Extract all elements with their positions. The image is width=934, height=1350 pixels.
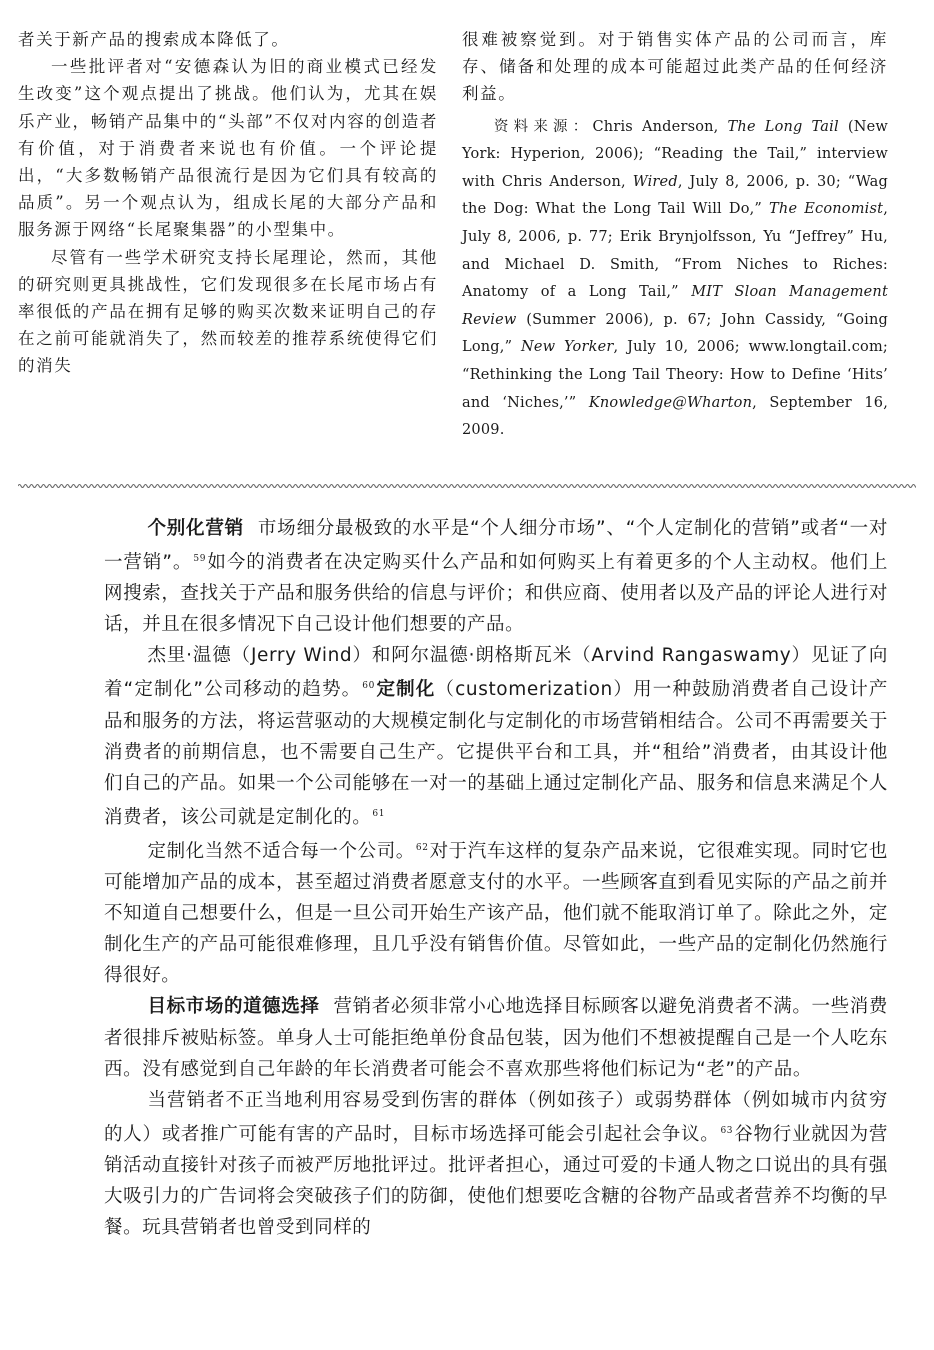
text: 杰里·温德（Jerry Wind）和阿尔温德·朗格斯瓦米（Arvind Rangaswamy）见证了向着“定制化”公司移动的趋势。 xyxy=(104,645,888,701)
paragraph xyxy=(104,640,888,833)
source-text: , July 8, 2006, p. 30; “Wag the Dog: What the Long Tail Will Do,” xyxy=(462,173,888,218)
text: 营销者必须非常小心地选择目标顾客以避免消费者不满。一些消费者很排斥被贴标签。单身人士可能拒绝单份食品包装，因为他们不想被提醒自己是一个人吃东西。没有感觉到自己年龄的年长消费者可能会不喜欢那些将他们标记为“老”的产品。 xyxy=(104,996,888,1080)
boxed-column-right xyxy=(462,26,888,445)
source-text: , September 16, 2009. xyxy=(462,394,889,439)
source-title: The Economist xyxy=(769,201,884,218)
paragraph xyxy=(104,513,888,640)
paragraph xyxy=(104,833,888,991)
source-title: Knowledge@Wharton xyxy=(588,394,753,411)
text: 当营销者不正当地利用容易受到伤害的群体（例如孩子）或弱势群体（例如城市内贫穷的人）或者推广可能有害的产品时，目标市场选择可能会引起社会争议。 xyxy=(104,1089,888,1145)
footnote-ref: 61 xyxy=(372,808,386,819)
source-title: New Yorker xyxy=(520,339,614,356)
source-text: (New York: Hyperion, 2006); “Reading the Tail,” interview with Chris Anderson, xyxy=(462,118,888,190)
source-text: , July 8, 2006, p. 77; Erik Brynjolfsson, Yu “Jeffrey” Hu, and Michael D. Smith, “From Niches to Riches: Anatomy of a Long Tail,” xyxy=(462,201,888,301)
text: 市场细分最极致的水平是“个人细分市场”、“个人定制化的营销”或者“一对一营销”。 xyxy=(104,518,888,574)
section-heading: 个别化营销 xyxy=(147,518,244,539)
boxed-column-left xyxy=(18,26,438,380)
footnote-ref: 63 xyxy=(720,1125,734,1136)
sources-note xyxy=(462,114,888,445)
paragraph: 者关于新产品的搜索成本降低了。 xyxy=(18,30,290,49)
source-title: MIT Sloan Management Review xyxy=(462,284,888,328)
source-title: The Long Tail xyxy=(727,118,839,135)
source-text: , July 10, 2006; www.longtail.com; “Rethinking the Long Tail Theory: How to Define ‘Hits’ and ‘Niches,’” xyxy=(462,339,889,411)
footnote-ref: 60 xyxy=(362,681,375,692)
wavy-divider xyxy=(18,482,916,490)
paragraph: 尽管有一些学术研究支持长尾理论，然而，其他的研究则更具挑战性，它们发现很多在长尾市场占有率很低的产品在拥有足够的购买次数来证明自己的存在之前可能就消失了，然而较差的推荐系统使得它们的消失 xyxy=(18,247,438,376)
source-text: Chris Anderson, xyxy=(592,118,719,135)
text: 如今的消费者在决定购买什么产品和如何购买上有着更多的个人主动权。他们上网搜索，查找关于产品和服务供给的信息与评价；和供应商、使用者以及产品的评论人进行对话，并且在很多情况下自己设计他们想要的产品。 xyxy=(104,552,888,636)
text: 谷物行业就因为营销活动直接针对孩子而被严厉地批评过。批评者担心，通过可爱的卡通人物之口说出的具有强大吸引力的广告词将会突破孩子们的防御，使他们想要吃含糖的谷物产品或者营养不均衡的早餐。玩具营销者也曾受到同样的 xyxy=(104,1123,888,1239)
paragraph: 很难被察觉到。对于销售实体产品的公司而言，库存、储备和处理的成本可能超过此类产品的任何经济利益。 xyxy=(462,30,888,104)
footnote-ref: 59 xyxy=(193,554,207,565)
text: 定制化当然不适合每一个公司。 xyxy=(147,840,415,862)
footnote-ref: 62 xyxy=(415,842,429,853)
source-title: Wired xyxy=(632,173,678,190)
text: 对于汽车这样的复杂产品来说，它很难实现。同时它也可能增加产品的成本，甚至超过消费者愿意支付的水平。一些顾客直到看见实际的产品之前并不知道自己想要什么，但是一旦公司开始生产该产品，他们就不能取消订单了。除此之外，定制化生产的产品可能很难修理，且几乎没有销售价值。尽管如此，一些产品的定制化仍然施行得很好。 xyxy=(104,840,889,987)
paragraph xyxy=(104,991,888,1084)
sources-label: 资料来源： xyxy=(493,118,593,135)
section-heading: 目标市场的道德选择 xyxy=(147,996,320,1018)
text: （customerization）用一种鼓励消费者自己设计产品和服务的方法，将运营驱动的大规模定制化与定制化的市场营销相结合。公司不再需要关于消费者的前期信息，也不需要自己生产。它提供平台和工具，并“租给”消费者，由其设计他们自己的产品。如果一个公司能够在一对一的基础上通过定制化产品、服务和信息来满足个人消费者，该公司就是定制化的。 xyxy=(104,679,888,828)
paragraph xyxy=(104,1085,888,1243)
source-text: (Summer 2006), p. 67; John Cassidy, “Going Long,” xyxy=(462,311,888,356)
key-term: 定制化 xyxy=(375,679,436,701)
paragraph: 一些批评者对“安德森认为旧的商业模式已经发生改变”这个观点提出了挑战。他们认为，尤其在娱乐产业，畅销产品集中的“头部”不仅对内容的创造者有价值，对于消费者来说也有价值。一个评论提出，“大多数畅销产品很流行是因为它们具有较高的品质”。另一个观点认为，组成长尾的大部分产品和服务源于网络“长尾聚集器”的小型集中。 xyxy=(18,57,438,240)
main-text xyxy=(104,513,888,1243)
